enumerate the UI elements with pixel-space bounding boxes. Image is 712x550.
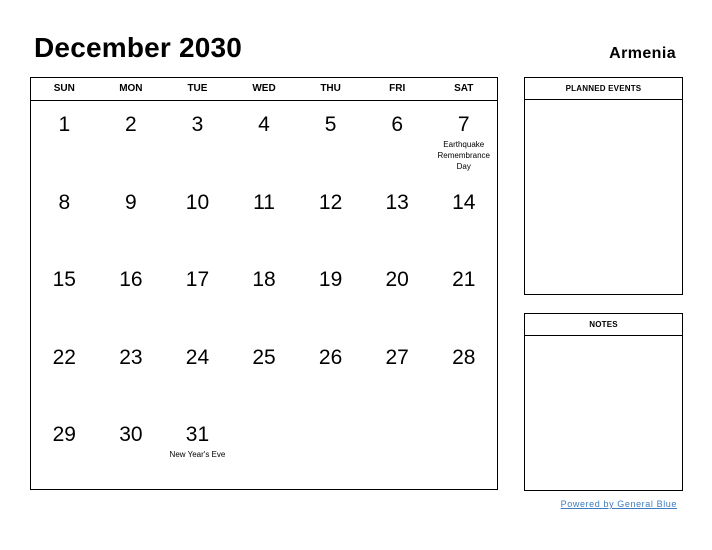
day-number: 11 — [253, 190, 275, 214]
planned-events-panel — [524, 77, 683, 295]
day-number: 25 — [252, 345, 276, 369]
calendar-day-cell — [164, 179, 231, 257]
calendar-week-row — [31, 411, 497, 489]
calendar-day-cell — [164, 101, 231, 179]
day-number: 3 — [191, 113, 204, 136]
calendar-day-cell — [364, 179, 431, 257]
notes-panel — [524, 313, 683, 491]
day-number: 15 — [52, 268, 76, 292]
day-number: 26 — [318, 345, 343, 369]
day-number: 10 — [185, 190, 210, 214]
calendar-day-cell — [31, 101, 98, 179]
day-number: 5 — [324, 113, 337, 136]
calendar-day-cell — [231, 411, 298, 489]
calendar-day-cell — [98, 411, 165, 489]
calendar-day-cell — [31, 411, 98, 489]
calendar-day-cell — [98, 179, 165, 257]
calendar-day-cell — [98, 256, 165, 334]
calendar-week-row — [31, 101, 497, 179]
calendar-day-cell — [98, 101, 165, 179]
day-number: 7 — [457, 113, 470, 136]
day-number: 18 — [252, 268, 276, 292]
weekday-mon: MON — [119, 83, 143, 94]
holiday-label: New Year's Eve — [169, 450, 226, 460]
calendar-day-cell — [31, 256, 98, 334]
country-label: Armenia — [609, 45, 676, 62]
calendar-day-cell — [430, 334, 497, 412]
day-number: 29 — [52, 423, 76, 447]
calendar-day-cell — [164, 411, 231, 489]
day-number: 22 — [52, 345, 76, 369]
calendar-day-cell — [231, 256, 298, 334]
calendar-day-cell — [231, 334, 298, 412]
calendar-weeks — [31, 101, 497, 489]
calendar-week-row — [31, 334, 497, 412]
day-number: 9 — [125, 190, 137, 214]
day-number: 6 — [391, 113, 404, 136]
day-number: 2 — [125, 113, 137, 136]
powered-by-link[interactable]: Powered by General Blue — [560, 499, 677, 509]
day-number: 20 — [385, 268, 409, 292]
calendar-day-cell — [31, 334, 98, 412]
calendar-day-cell — [430, 101, 497, 179]
calendar-day-cell — [297, 101, 364, 179]
day-number: 27 — [385, 345, 409, 369]
page-title: December 2030 — [34, 32, 243, 63]
weekday-fri: FRI — [389, 83, 406, 94]
weekday-sat: SAT — [454, 83, 474, 94]
calendar-day-cell — [297, 179, 364, 257]
calendar-day-cell — [430, 256, 497, 334]
day-number: 12 — [318, 190, 343, 214]
day-number: 16 — [119, 268, 143, 292]
calendar-day-cell — [364, 256, 431, 334]
calendar-day-cell — [164, 334, 231, 412]
day-number: 28 — [452, 345, 476, 369]
day-number: 31 — [185, 423, 210, 447]
weekday-header-row — [31, 78, 497, 101]
calendar-day-cell — [297, 411, 364, 489]
calendar-day-cell — [297, 334, 364, 412]
day-number: 8 — [58, 190, 71, 214]
weekday-sun: SUN — [53, 83, 75, 94]
notes-header: NOTES — [525, 314, 682, 336]
holiday-label: Earthquake Remembrance Day — [437, 140, 490, 171]
calendar-day-cell — [231, 101, 298, 179]
weekday-thu: THU — [320, 83, 341, 94]
day-number: 24 — [185, 345, 210, 369]
calendar-day-cell — [98, 334, 165, 412]
day-number: 19 — [318, 268, 343, 292]
planned-events-header: PLANNED EVENTS — [525, 78, 682, 100]
day-number: 14 — [452, 190, 476, 214]
day-number: 23 — [119, 345, 143, 369]
day-number: 4 — [258, 113, 270, 136]
calendar-day-cell — [164, 256, 231, 334]
day-number: 17 — [185, 268, 210, 292]
calendar-grid — [30, 77, 498, 490]
calendar-day-cell — [297, 256, 364, 334]
calendar-week-row — [31, 179, 497, 257]
calendar-day-cell — [364, 101, 431, 179]
day-number: 30 — [119, 423, 143, 447]
calendar-day-cell — [364, 334, 431, 412]
weekday-tue: TUE — [187, 83, 208, 94]
weekday-wed: WED — [252, 83, 276, 94]
day-number: 1 — [58, 113, 71, 136]
day-number: 21 — [452, 268, 476, 292]
calendar-day-cell — [430, 179, 497, 257]
calendar-day-cell — [430, 411, 497, 489]
calendar-day-cell — [231, 179, 298, 257]
calendar-day-cell — [31, 179, 98, 257]
day-number: 13 — [385, 190, 409, 214]
calendar-day-cell — [364, 411, 431, 489]
calendar-week-row — [31, 256, 497, 334]
